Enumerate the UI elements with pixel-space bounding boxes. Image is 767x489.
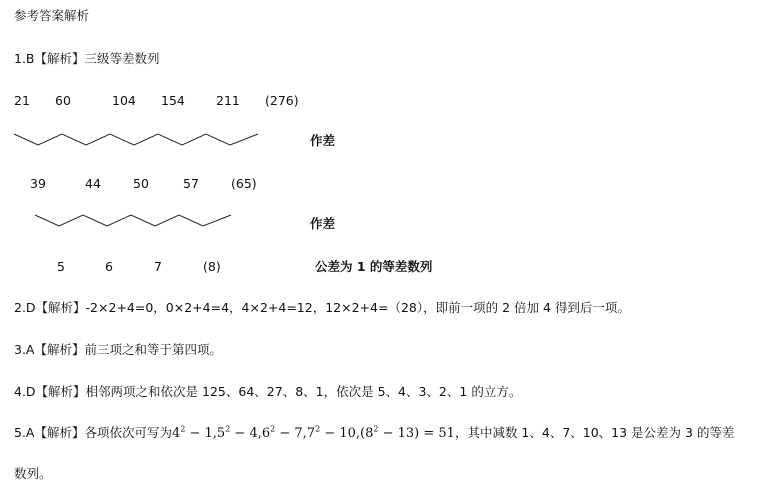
q1-label-difference: 作差: [310, 133, 336, 148]
q1-row3-value: 5: [57, 259, 65, 274]
q3-solution: 3.A【解析】前三项之和等于第四项。: [14, 342, 222, 357]
page-title: 参考答案解析: [14, 8, 90, 23]
q1-row1-value: 154: [161, 93, 185, 108]
q1-row3-value: 6: [105, 259, 113, 274]
q1-label-difference: 作差: [310, 216, 336, 231]
q1-row1-value: (276): [265, 93, 299, 108]
q1-row2-value: 50: [133, 176, 149, 191]
q1-row2-value: (65): [231, 176, 257, 191]
q1-row2-value: 57: [183, 176, 199, 191]
q1-row1-value: 21: [14, 93, 30, 108]
q1-row3-value: 7: [154, 259, 162, 274]
q1-row1-value: 104: [112, 93, 136, 108]
q1-row2-value: 44: [85, 176, 101, 191]
q2-solution: 2.D【解析】-2×2+4=0，0×2+4=4，4×2+4=12，12×2+4=（28），即前一项的 2 倍加 4 得到后一项。: [14, 300, 630, 315]
q5-solution: [14, 425, 734, 442]
q1-row1-value: 211: [216, 93, 240, 108]
q5-formula: $4^2 - 1,5^2 - 4,6^2 - 7,7^2 - 10,(8^2 - 13) = 51$: [171, 424, 455, 441]
q5-suffix: ，其中减数 1、4、7、10、13 是公差为 3 的等差: [454, 425, 735, 440]
difference-zigzag-line: [14, 131, 264, 151]
q5-continuation: 数列。: [14, 466, 52, 481]
q1-heading: 1.B【解析】三级等差数列: [14, 51, 160, 66]
q1-row3-value: (8): [203, 259, 221, 274]
q1-label-arithmetic: 公差为 1 的等差数列: [315, 259, 433, 274]
q1-row1-value: 60: [55, 93, 71, 108]
q4-solution: 4.D【解析】相邻两项之和依次是 125、64、27、8、1，依次是 5、4、3、2、1 的立方。: [14, 384, 522, 399]
q5-prefix: 5.A【解析】各项依次可写为: [14, 425, 172, 440]
difference-zigzag-line: [35, 212, 235, 232]
q1-row2-value: 39: [30, 176, 46, 191]
